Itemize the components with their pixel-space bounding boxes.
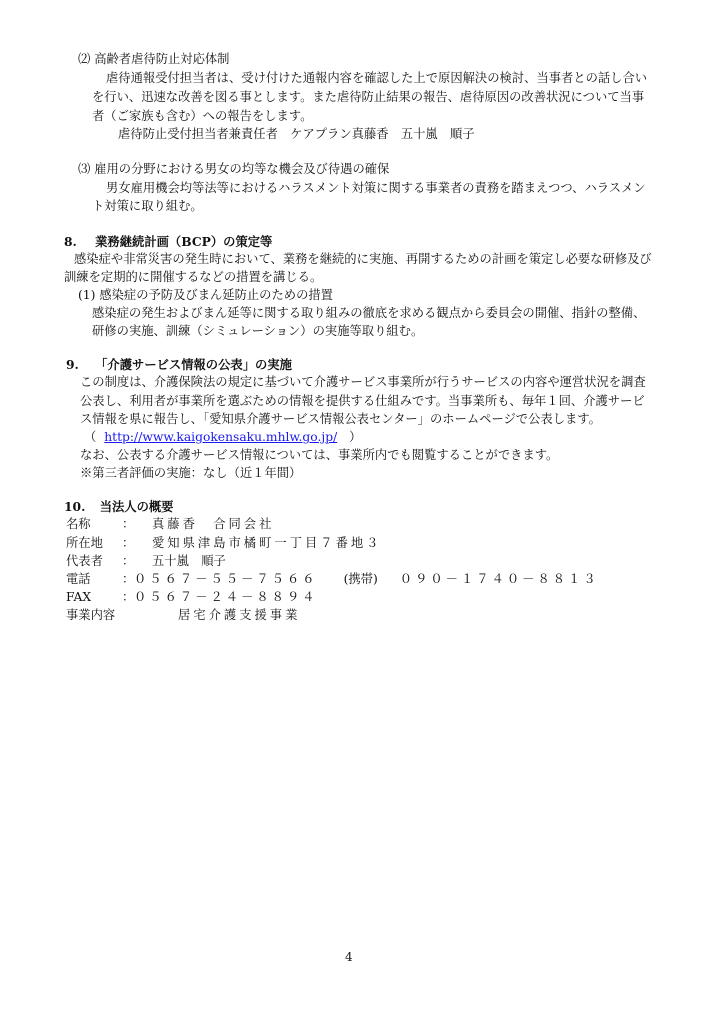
paragraph-line: 感染症や非常災害の発生時において、業務を継続的に実施、再開するための計画を策定し必要な研修及び: [74, 252, 652, 266]
row-sep: ：: [122, 590, 135, 604]
mobile-label: (携帯): [343, 572, 378, 586]
row-value: 五十嵐 順子: [152, 554, 226, 568]
paragraph-line: 研修の実施、訓練（シミュレーション）の実施等取り組む。: [92, 324, 424, 338]
paren-open: （: [84, 430, 97, 444]
info-row-address: [66, 534, 381, 553]
section-title: 当法人の概要: [99, 499, 174, 514]
paragraph-line: 男女雇用機会均等法等におけるハラスメント対策に関する事業者の責務を踏まえつつ、ハラスメン: [106, 181, 646, 195]
paragraph-line: を行い、迅速な改善を図る事とします。また虐待防止結果の報告、虐待原因の改善状況について当事: [92, 90, 645, 104]
row-sep: ：: [122, 536, 135, 550]
paren-close: ）: [349, 430, 362, 444]
info-row-name: [66, 515, 274, 534]
third-party-evaluation: ※第三者評価の実施：なし（近１年間）: [80, 466, 302, 480]
row-value: 居宅介護支援事業: [178, 608, 301, 622]
section-title: 業務継続計画（BCP）の策定等: [95, 234, 273, 249]
row-value: ０５６７－５５－７５６６: [134, 572, 318, 586]
subsection-heading-equal-opportunity: ⑶ 雇用の分野における男女の均等な機会及び待遇の確保: [78, 162, 390, 176]
row-sep: ：: [122, 572, 135, 586]
paragraph-line: 者（ご家族も含む）への報告をします。: [92, 109, 313, 123]
paragraph-line: 虐待通報受付担当者は、受け付けた通報内容を確認した上で原因解決の検討、当事者との話し合い: [106, 71, 648, 85]
row-label: 所在地: [66, 536, 103, 550]
paragraph-line: 感染症の発生およびまん延等に関する取り組みの徹底を求める観点から委員会の開催、指針の整備、: [92, 306, 646, 320]
paragraph-line: なお、公表する介護サービス情報については、事業所内でも閲覧することができます。: [80, 448, 559, 462]
info-row-business: [66, 606, 300, 625]
section-heading-info-disclosure: [66, 355, 292, 374]
row-label: 代表者: [66, 554, 103, 568]
kaigokensaku-link[interactable]: http://www.kaigokensaku.mhlw.go.jp/: [104, 430, 338, 444]
info-row-representative: [66, 552, 226, 571]
responsible-person: 虐待防止受付担当者兼責任者 ケアプラン真藤香 五十嵐 順子: [118, 127, 475, 141]
row-sep: ：: [122, 554, 135, 568]
row-value: 真藤香 合同会社: [152, 517, 275, 531]
row-value: 愛知県津島市橘町一丁目７番地３: [152, 536, 382, 550]
section-heading-bcp: [64, 232, 272, 251]
paragraph-line: ス情報を県に報告し、「愛知県介護サービス情報公表センター」のホームページで公表します。: [80, 412, 601, 426]
mobile-value: ０９０－１７４０－８８１３: [399, 572, 599, 586]
info-row-fax: [66, 588, 318, 607]
row-sep: ：: [122, 517, 135, 531]
row-label: 名称: [66, 517, 91, 531]
row-value: ０５６７－２４－８８９４: [134, 590, 318, 604]
section-heading-corporation: [64, 497, 173, 516]
section-number: 8.: [64, 234, 77, 249]
section-number: 10.: [64, 499, 86, 514]
page-number: 4: [345, 950, 353, 964]
paragraph-line: 訓練を定期的に開催するなどの措置を講じる。: [64, 270, 323, 284]
subsection-heading-abuse-prevention: ⑵ 高齢者虐待防止対応体制: [78, 52, 230, 66]
row-label: 事業内容: [66, 608, 116, 622]
paragraph-line: ト対策に取り組む。: [92, 199, 203, 213]
row-label: FAX: [66, 590, 92, 604]
section-title: 「介護サービス情報の公表」の実施: [95, 357, 292, 372]
row-label: 電話: [66, 572, 91, 586]
paragraph-line: 公表し、利用者が事業所を選ぶための情報を提供する仕組みです。当事業所も、毎年１回、介護サービ: [80, 394, 645, 408]
info-row-phone: [66, 570, 599, 589]
url-line: [84, 428, 361, 447]
section-number: 9.: [66, 357, 79, 372]
subsection-heading-infection: (1) 感染症の予防及びまん延防止のための措置: [78, 288, 333, 302]
paragraph-line: この制度は、介護保険法の規定に基づいて介護サービス事業所が行うサービスの内容や運営状況を調査: [80, 375, 646, 389]
